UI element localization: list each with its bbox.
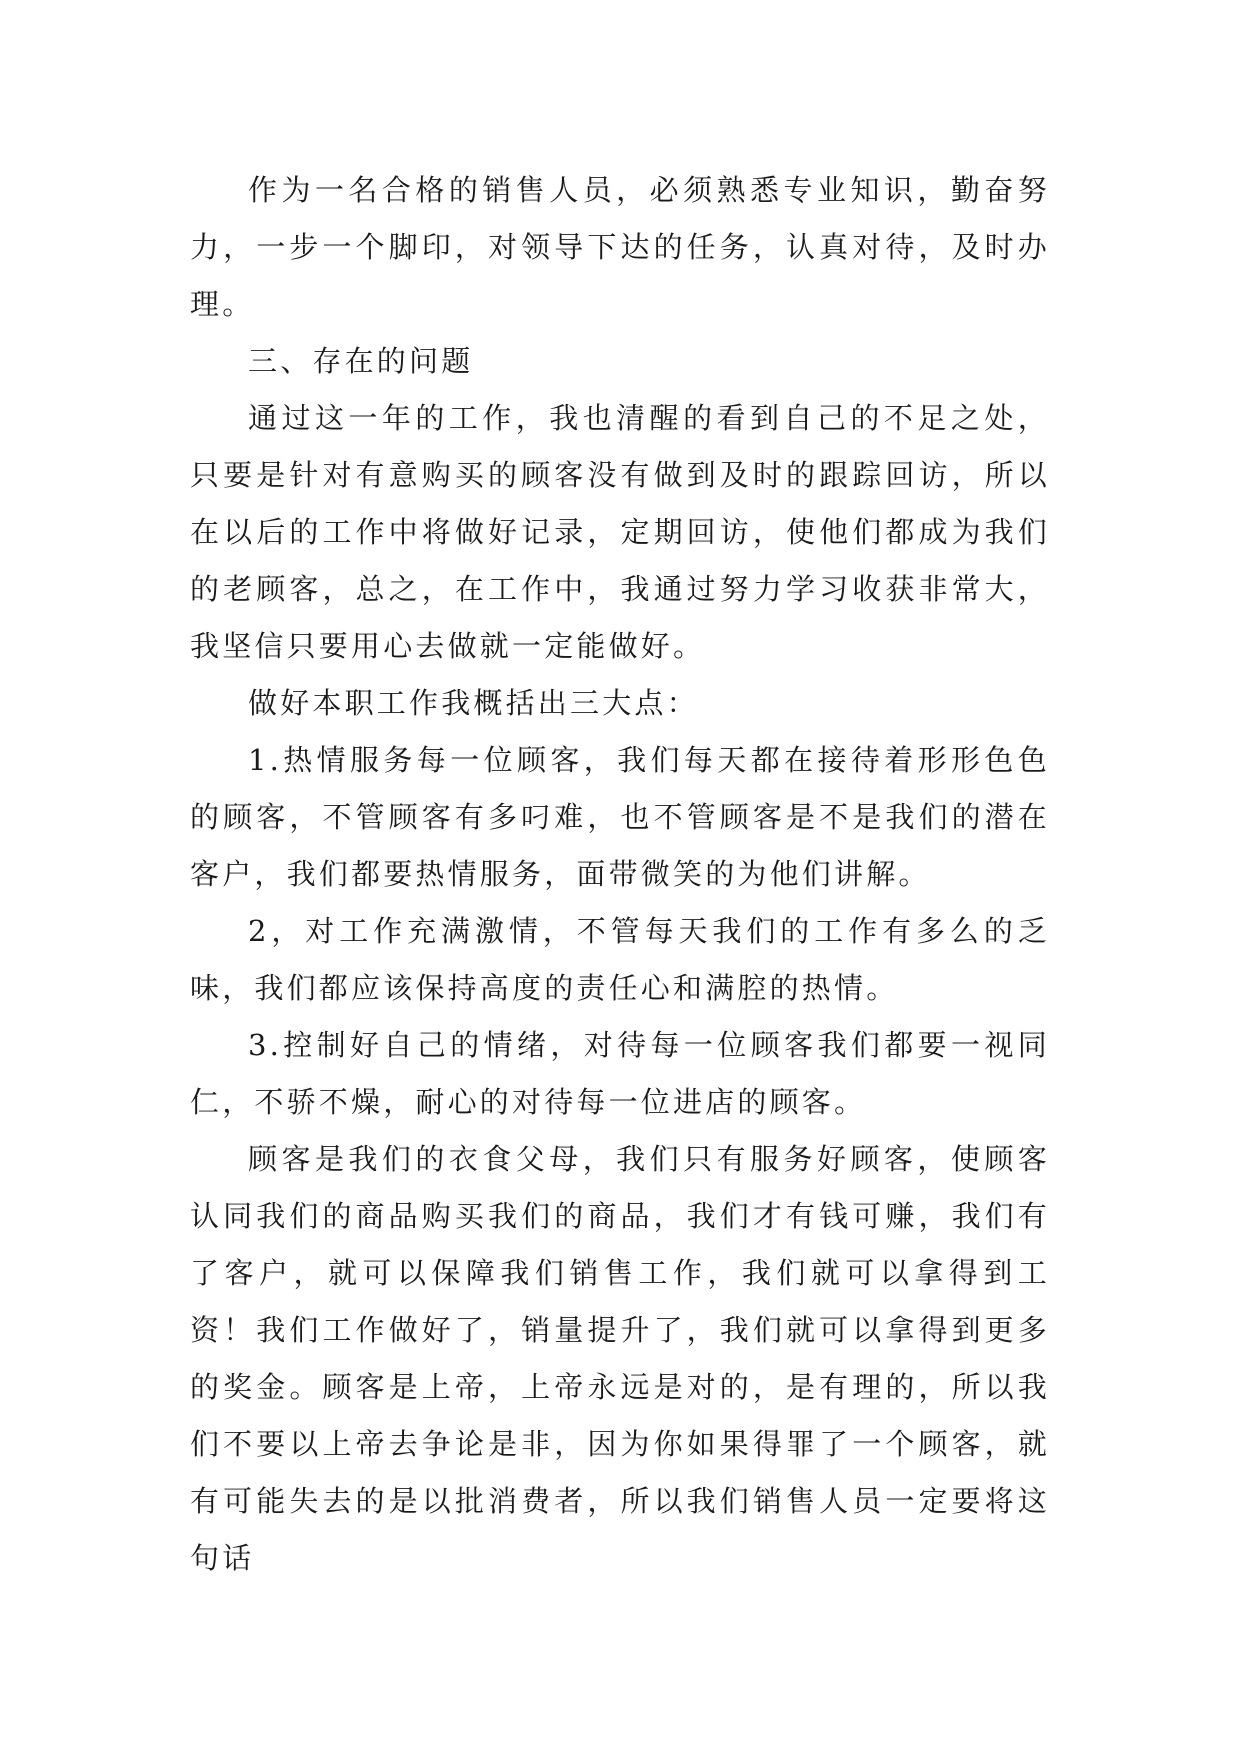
document-body <box>190 162 1050 1587</box>
section-heading-problems: 三、存在的问题 <box>248 344 474 378</box>
paragraph-shortcomings: 通过这一年的工作，我也清醒的看到自己的不足之处，只要是针对有意购买的顾客没有做到及时的跟踪回访，所以在以后的工作中将做好记录，定期回访，使他们都成为我们的老顾客，总之，在工作中，我通过努力学习收获非常大，我坚信只要用心去做就一定能做好。 <box>190 401 1050 663</box>
list-item-point-3: 3.控制好自己的情绪，对待每一位顾客我们都要一视同仁，不骄不燥，耐心的对待每一位进店的顾客。 <box>190 1028 1050 1119</box>
paragraph-three-points-intro: 做好本职工作我概括出三大点： <box>248 686 699 720</box>
paragraph-customers-are-parents: 顾客是我们的衣食父母，我们只有服务好顾客，使顾客认同我们的商品购买我们的商品，我们才有钱可赚，我们有了客户，就可以保障我们销售工作，我们就可以拿得到工资！我们工作做好了，销量提升了，我们就可以拿得到更多的奖金。顾客是上帝，上帝永远是对的，是有理的，所以我们不要以上帝去争论是非，因为你如果得罪了一个顾客，就有可能失去的是以批消费者，所以我们销售人员一定要将这句话 <box>190 1142 1050 1575</box>
paragraph-qualified-salesperson: 作为一名合格的销售人员，必须熟悉专业知识，勤奋努力，一步一个脚印，对领导下达的任务，认真对待，及时办理。 <box>190 173 1050 321</box>
list-item-point-1: 1.热情服务每一位顾客，我们每天都在接待着形形色色的顾客，不管顾客有多叼难，也不管顾客是不是我们的潜在客户，我们都要热情服务，面带微笑的为他们讲解。 <box>190 743 1050 891</box>
list-item-point-2: 2，对工作充满激情，不管每天我们的工作有多么的乏味，我们都应该保持高度的责任心和满腔的热情。 <box>190 914 1050 1005</box>
